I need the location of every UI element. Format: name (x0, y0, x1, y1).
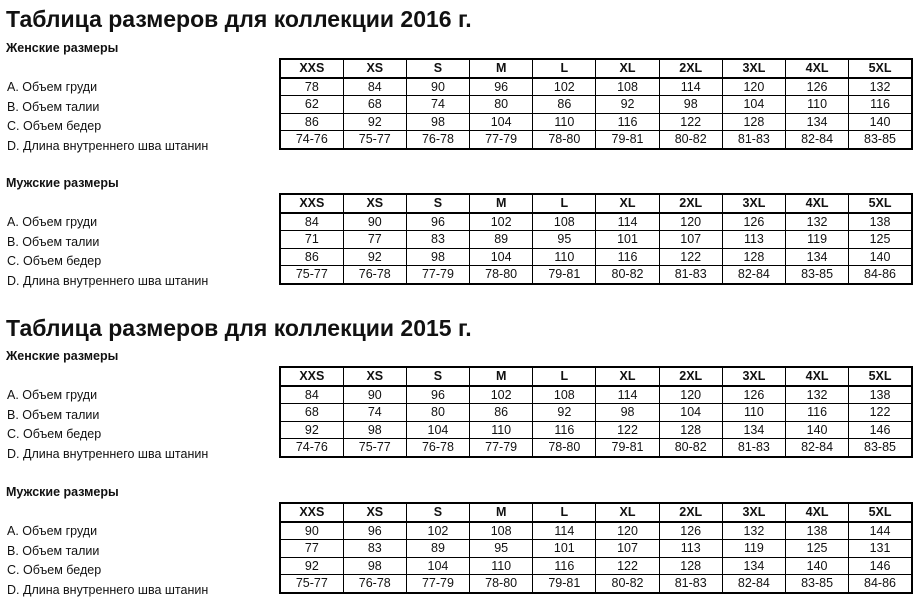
size-header: L (533, 367, 596, 386)
size-value-cell: 114 (659, 78, 722, 96)
size-value-cell: 126 (786, 78, 849, 96)
size-value-cell: 138 (786, 522, 849, 540)
size-value-cell: 114 (596, 386, 659, 404)
table-row (280, 386, 912, 404)
size-value-cell: 126 (722, 213, 785, 231)
size-header: XXS (280, 59, 343, 78)
size-value-cell: 104 (722, 96, 785, 114)
size-value-cell: 80-82 (659, 439, 722, 457)
row-labels (7, 213, 279, 291)
size-value-cell: 98 (659, 96, 722, 114)
table-row (280, 96, 912, 114)
size-header-row (280, 194, 912, 213)
size-value-cell: 82-84 (722, 266, 785, 284)
size-value-cell: 119 (722, 540, 785, 558)
men-sizes-title-2015: Мужские размеры (6, 485, 119, 499)
size-value-cell: 116 (533, 421, 596, 439)
size-value-cell: 76-78 (343, 575, 406, 593)
measurement-label: B. Объем талии (7, 407, 100, 422)
size-value-cell: 110 (533, 113, 596, 131)
size-value-cell: 110 (533, 248, 596, 266)
size-value-cell: 132 (849, 78, 912, 96)
size-value-cell: 116 (849, 96, 912, 114)
size-value-cell: 90 (280, 522, 343, 540)
size-value-cell: 79-81 (596, 439, 659, 457)
size-value-cell: 122 (596, 557, 659, 575)
size-value-cell: 114 (533, 522, 596, 540)
measurement-label: B. Объем талии (7, 543, 100, 558)
size-value-cell: 83-85 (849, 131, 912, 149)
size-value-cell: 134 (786, 113, 849, 131)
size-value-cell: 108 (470, 522, 533, 540)
measurement-label: D. Длина внутреннего шва штанин (7, 138, 209, 153)
men-sizes-title-2016: Мужские размеры (6, 176, 119, 190)
size-value-cell: 98 (406, 248, 469, 266)
size-value-cell: 74-76 (280, 131, 343, 149)
size-value-cell: 77-79 (470, 131, 533, 149)
size-value-cell: 101 (533, 540, 596, 558)
size-value-cell: 81-83 (722, 131, 785, 149)
size-header: M (470, 194, 533, 213)
size-value-cell: 80-82 (596, 575, 659, 593)
women-sizes-title-2016: Женские размеры (6, 41, 119, 55)
size-value-cell: 102 (533, 78, 596, 96)
size-value-cell: 79-81 (533, 575, 596, 593)
size-value-cell: 82-84 (786, 439, 849, 457)
size-value-cell: 76-78 (343, 266, 406, 284)
size-header: M (470, 367, 533, 386)
size-value-cell: 96 (406, 386, 469, 404)
size-header: XL (596, 367, 659, 386)
size-header: 4XL (786, 194, 849, 213)
size-table (279, 58, 913, 150)
size-value-cell: 140 (786, 421, 849, 439)
size-value-cell: 92 (343, 248, 406, 266)
collection-title-2016: Таблица размеров для коллекции 2016 г. (6, 6, 472, 32)
size-value-cell: 74 (406, 96, 469, 114)
size-header: 5XL (849, 367, 912, 386)
size-header: S (406, 503, 469, 522)
table-row (280, 213, 912, 231)
size-value-cell: 62 (280, 96, 343, 114)
size-value-cell: 113 (722, 231, 785, 249)
size-value-cell: 110 (722, 404, 785, 422)
size-value-cell: 132 (786, 213, 849, 231)
measurement-label: A. Объем груди (7, 524, 98, 538)
size-value-cell: 104 (406, 557, 469, 575)
size-header: 2XL (659, 59, 722, 78)
size-block-men-2015 (0, 502, 919, 597)
size-value-cell: 83-85 (786, 266, 849, 284)
size-header-row (280, 503, 912, 522)
size-value-cell: 79-81 (533, 266, 596, 284)
size-value-cell: 83-85 (786, 575, 849, 593)
size-value-cell: 86 (280, 113, 343, 131)
size-value-cell: 120 (722, 78, 785, 96)
size-table (279, 502, 913, 594)
size-header: S (406, 59, 469, 78)
size-value-cell: 78-80 (533, 439, 596, 457)
measurement-label: B. Объем талии (7, 234, 100, 249)
size-value-cell: 84 (280, 213, 343, 231)
size-header: XXS (280, 367, 343, 386)
size-value-cell: 113 (659, 540, 722, 558)
size-value-cell: 132 (722, 522, 785, 540)
measurement-label: D. Длина внутреннего шва штанин (7, 273, 209, 288)
size-header: 5XL (849, 503, 912, 522)
size-value-cell: 68 (280, 404, 343, 422)
size-value-cell: 102 (470, 213, 533, 231)
size-value-cell: 108 (533, 386, 596, 404)
size-value-cell: 128 (659, 421, 722, 439)
size-value-cell: 102 (470, 386, 533, 404)
size-value-cell: 120 (659, 386, 722, 404)
size-value-cell: 77-79 (470, 439, 533, 457)
size-header: S (406, 194, 469, 213)
size-value-cell: 74 (343, 404, 406, 422)
size-value-cell: 101 (596, 231, 659, 249)
size-value-cell: 107 (596, 540, 659, 558)
size-value-cell: 77 (343, 231, 406, 249)
size-header: XL (596, 59, 659, 78)
size-value-cell: 92 (280, 421, 343, 439)
size-header: XXS (280, 194, 343, 213)
size-header: XS (343, 59, 406, 78)
size-header-row (280, 367, 912, 386)
size-header: L (533, 503, 596, 522)
table-row (280, 575, 912, 593)
size-value-cell: 78-80 (533, 131, 596, 149)
size-value-cell: 116 (596, 248, 659, 266)
measurement-label: C. Объем бедер (7, 427, 102, 441)
size-value-cell: 71 (280, 231, 343, 249)
size-value-cell: 90 (343, 213, 406, 231)
measurement-label: C. Объем бедер (7, 119, 102, 133)
table-row (280, 266, 912, 284)
size-value-cell: 90 (343, 386, 406, 404)
size-value-cell: 89 (406, 540, 469, 558)
size-block-women-2015 (0, 366, 919, 461)
collection-title-2015: Таблица размеров для коллекции 2015 г. (6, 315, 472, 341)
size-value-cell: 138 (849, 213, 912, 231)
size-header: 4XL (786, 367, 849, 386)
size-value-cell: 68 (343, 96, 406, 114)
size-value-cell: 128 (659, 557, 722, 575)
measurement-label: C. Объем бедер (7, 563, 102, 577)
table-row (280, 557, 912, 575)
table-row (280, 248, 912, 266)
size-value-cell: 92 (280, 557, 343, 575)
size-header: XS (343, 503, 406, 522)
size-value-cell: 134 (722, 557, 785, 575)
size-value-cell: 104 (659, 404, 722, 422)
size-value-cell: 104 (470, 248, 533, 266)
measurement-label: D. Длина внутреннего шва штанин (7, 446, 209, 461)
size-value-cell: 102 (406, 522, 469, 540)
size-value-cell: 98 (406, 113, 469, 131)
size-value-cell: 116 (533, 557, 596, 575)
size-value-cell: 144 (849, 522, 912, 540)
size-value-cell: 98 (343, 421, 406, 439)
size-value-cell: 96 (470, 78, 533, 96)
size-value-cell: 122 (659, 113, 722, 131)
size-value-cell: 146 (849, 557, 912, 575)
size-value-cell: 126 (659, 522, 722, 540)
size-value-cell: 76-78 (406, 439, 469, 457)
size-header: XXS (280, 503, 343, 522)
table-row (280, 522, 912, 540)
size-value-cell: 125 (786, 540, 849, 558)
size-value-cell: 84 (343, 78, 406, 96)
size-value-cell: 98 (343, 557, 406, 575)
size-value-cell: 86 (533, 96, 596, 114)
size-value-cell: 128 (722, 248, 785, 266)
size-value-cell: 125 (849, 231, 912, 249)
size-value-cell: 128 (722, 113, 785, 131)
size-header: 5XL (849, 59, 912, 78)
table-row (280, 439, 912, 457)
size-value-cell: 77-79 (406, 266, 469, 284)
size-value-cell: 110 (786, 96, 849, 114)
size-header: 2XL (659, 367, 722, 386)
size-value-cell: 95 (470, 540, 533, 558)
table-row (280, 421, 912, 439)
size-value-cell: 79-81 (596, 131, 659, 149)
size-value-cell: 90 (406, 78, 469, 96)
size-value-cell: 92 (533, 404, 596, 422)
size-value-cell: 78-80 (470, 575, 533, 593)
size-value-cell: 96 (343, 522, 406, 540)
size-value-cell: 138 (849, 386, 912, 404)
size-header: M (470, 59, 533, 78)
measurement-label: B. Объем талии (7, 99, 100, 114)
size-block-women-2016 (0, 58, 919, 153)
size-value-cell: 98 (596, 404, 659, 422)
measurement-label: D. Длина внутреннего шва штанин (7, 582, 209, 597)
size-value-cell: 140 (849, 248, 912, 266)
size-header: 5XL (849, 194, 912, 213)
size-header: 2XL (659, 503, 722, 522)
size-value-cell: 122 (596, 421, 659, 439)
size-value-cell: 146 (849, 421, 912, 439)
size-value-cell: 104 (470, 113, 533, 131)
measurement-label: C. Объем бедер (7, 254, 102, 268)
size-value-cell: 131 (849, 540, 912, 558)
size-block-men-2016 (0, 193, 919, 288)
size-header: 3XL (722, 503, 785, 522)
size-header: XS (343, 367, 406, 386)
size-value-cell: 80-82 (659, 131, 722, 149)
size-value-cell: 122 (659, 248, 722, 266)
size-value-cell: 75-77 (343, 131, 406, 149)
size-value-cell: 82-84 (786, 131, 849, 149)
size-value-cell: 76-78 (406, 131, 469, 149)
size-value-cell: 114 (596, 213, 659, 231)
size-value-cell: 116 (786, 404, 849, 422)
size-header: L (533, 194, 596, 213)
size-value-cell: 83 (343, 540, 406, 558)
size-value-cell: 96 (406, 213, 469, 231)
size-value-cell: 134 (786, 248, 849, 266)
size-value-cell: 108 (533, 213, 596, 231)
size-value-cell: 81-83 (659, 575, 722, 593)
size-value-cell: 116 (596, 113, 659, 131)
size-value-cell: 82-84 (722, 575, 785, 593)
size-header: XS (343, 194, 406, 213)
table-row (280, 131, 912, 149)
size-value-cell: 78-80 (470, 266, 533, 284)
size-value-cell: 132 (786, 386, 849, 404)
table-row (280, 78, 912, 96)
size-value-cell: 78 (280, 78, 343, 96)
measurement-label: A. Объем груди (7, 80, 98, 94)
size-value-cell: 77-79 (406, 575, 469, 593)
size-value-cell: 81-83 (659, 266, 722, 284)
size-table (279, 366, 913, 458)
table-row (280, 404, 912, 422)
size-value-cell: 84-86 (849, 266, 912, 284)
measurement-label: A. Объем груди (7, 388, 98, 402)
size-header: XL (596, 194, 659, 213)
size-value-cell: 108 (596, 78, 659, 96)
size-header: L (533, 59, 596, 78)
size-value-cell: 140 (849, 113, 912, 131)
table-row (280, 113, 912, 131)
table-row (280, 540, 912, 558)
size-value-cell: 84 (280, 386, 343, 404)
size-header: 4XL (786, 59, 849, 78)
size-value-cell: 75-77 (343, 439, 406, 457)
size-table (279, 193, 913, 285)
row-labels (7, 522, 279, 600)
size-value-cell: 75-77 (280, 575, 343, 593)
size-header: 4XL (786, 503, 849, 522)
size-value-cell: 86 (470, 404, 533, 422)
size-value-cell: 83 (406, 231, 469, 249)
size-value-cell: 77 (280, 540, 343, 558)
size-value-cell: 140 (786, 557, 849, 575)
measurement-label: A. Объем груди (7, 215, 98, 229)
size-value-cell: 74-76 (280, 439, 343, 457)
size-value-cell: 134 (722, 421, 785, 439)
size-value-cell: 83-85 (849, 439, 912, 457)
size-header: 3XL (722, 194, 785, 213)
size-header: S (406, 367, 469, 386)
size-value-cell: 80-82 (596, 266, 659, 284)
size-value-cell: 104 (406, 421, 469, 439)
women-sizes-title-2015: Женские размеры (6, 349, 119, 363)
size-value-cell: 120 (596, 522, 659, 540)
size-value-cell: 86 (280, 248, 343, 266)
size-value-cell: 89 (470, 231, 533, 249)
size-value-cell: 92 (596, 96, 659, 114)
size-value-cell: 95 (533, 231, 596, 249)
size-value-cell: 84-86 (849, 575, 912, 593)
size-value-cell: 110 (470, 557, 533, 575)
size-value-cell: 126 (722, 386, 785, 404)
size-header: 2XL (659, 194, 722, 213)
table-row (280, 231, 912, 249)
size-value-cell: 80 (470, 96, 533, 114)
size-value-cell: 122 (849, 404, 912, 422)
row-labels (7, 386, 279, 464)
size-value-cell: 107 (659, 231, 722, 249)
size-value-cell: 75-77 (280, 266, 343, 284)
size-value-cell: 80 (406, 404, 469, 422)
size-value-cell: 119 (786, 231, 849, 249)
size-value-cell: 110 (470, 421, 533, 439)
size-header: 3XL (722, 59, 785, 78)
size-header: M (470, 503, 533, 522)
row-labels (7, 78, 279, 156)
size-header-row (280, 59, 912, 78)
size-value-cell: 81-83 (722, 439, 785, 457)
size-value-cell: 120 (659, 213, 722, 231)
size-header: 3XL (722, 367, 785, 386)
size-value-cell: 92 (343, 113, 406, 131)
size-header: XL (596, 503, 659, 522)
